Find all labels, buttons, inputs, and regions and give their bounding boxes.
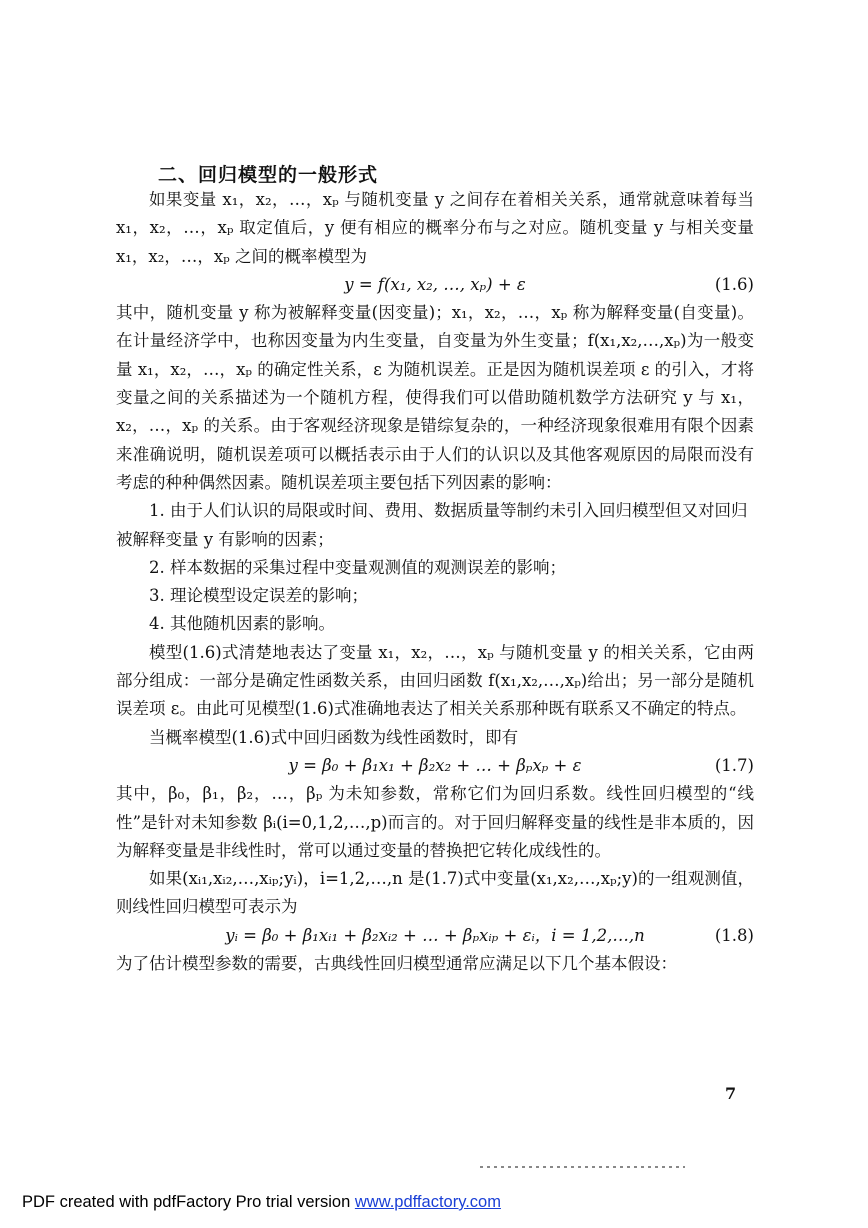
section-title: 二、回归模型的一般形式 bbox=[158, 164, 379, 186]
paragraph: 其中，β₀，β₁，β₂，…，βₚ 为未知参数，常称它们为回归系数。线性回归模型的“线性”是针对未知参数 βᵢ(i=0,1,2,…,p)而言的。对于回归解释变量的线性是非本质的，因为解释变量是非线性时，常可以通过变量的替换把它转化成线性的。 bbox=[116, 784, 754, 860]
document-body bbox=[116, 186, 754, 978]
paragraph: 为了估计模型参数的需要，古典线性回归模型通常应满足以下几个基本假设： bbox=[116, 954, 677, 974]
equation-number: (1.6) bbox=[714, 274, 754, 294]
equation-expression: y = β₀ + β₁x₁ + β₂x₂ + … + βₚxₚ + ε bbox=[288, 755, 582, 775]
equation-1-6 bbox=[116, 271, 754, 299]
footer-text: PDF created with pdfFactory Pro trial version bbox=[22, 1193, 355, 1211]
paragraph: 其中，随机变量 y 称为被解释变量(因变量)；x₁，x₂，…，xₚ 称为解释变量(自变量)。在计量经济学中，也称因变量为内生变量，自变量为外生变量；f(x₁,x₂,…,xₚ)为一般变量 x₁，x₂，…，xₚ 的确定性关系，ε 为随机误差。正是因为随机误差项 ε 的引入，才将变量之间的关系描述为一个随机方程，使得我们可以借助随机数学方法研究 y 与 x₁，x₂，…，xₚ 的关系。由于客观经济现象是错综复杂的，一种经济现象很难用有限个因素来准确说明，随机误差项可以概括表示由于人们的认识以及其他客观原因的局限而没有考虑的种种偶然因素。随机误差项主要包括下列因素的影响： bbox=[116, 303, 754, 492]
list-item: 1. 由于人们认识的局限或时间、费用、数据质量等制约未引入回归模型但又对回归被解释变量 y 有影响的因素； bbox=[116, 501, 748, 549]
paragraph: 模型(1.6)式清楚地表达了变量 x₁，x₂，…，xₚ 与随机变量 y 的相关关系，它由两部分组成：一部分是确定性函数关系，由回归函数 f(x₁,x₂,…,xₚ)给出；另一部分是随机误差项 ε。由此可见模型(1.6)式准确地表达了相关关系那种既有联系又不确定的特点。 bbox=[116, 642, 754, 719]
equation-number: (1.7) bbox=[714, 755, 754, 775]
paragraph: 当概率模型(1.6)式中回归函数为线性函数时，即有 bbox=[149, 727, 519, 747]
scan-artifact bbox=[480, 1166, 685, 1168]
equation-1-8 bbox=[116, 922, 754, 950]
paragraph: 如果变量 x₁，x₂，…，xₚ 与随机变量 y 之间存在着相关关系，通常就意味着每当 x₁，x₂，…，xₚ 取定值后，y 便有相应的概率分布与之对应。随机变量 y 与相关变量 x₁，x₂，…，xₚ 之间的概率模型为 bbox=[116, 190, 754, 266]
paragraph: 如果(xᵢ₁,xᵢ₂,…,xᵢₚ;yᵢ)，i=1,2,…,n 是(1.7)式中变量(x₁,x₂,…,xₚ;y)的一组观测值，则线性回归模型可表示为 bbox=[116, 869, 754, 917]
equation-1-7 bbox=[116, 752, 754, 780]
footer-link[interactable]: www.pdffactory.com bbox=[354, 1193, 501, 1211]
equation-number: (1.8) bbox=[714, 925, 754, 945]
list-item: 2. 样本数据的采集过程中变量观测值的观测误差的影响； bbox=[149, 557, 566, 577]
equation-expression: y = f(x₁, x₂, …, xₚ) + ε bbox=[344, 274, 526, 294]
page-number: 7 bbox=[725, 1084, 737, 1103]
list-item: 4. 其他随机因素的影响。 bbox=[149, 614, 335, 634]
equation-expression: yᵢ = β₀ + β₁xᵢ₁ + β₂xᵢ₂ + … + βₚxᵢₚ + εᵢ，i = 1,2,…,n bbox=[225, 925, 645, 945]
pdf-footer bbox=[22, 1193, 501, 1212]
list-item: 3. 理论模型设定误差的影响； bbox=[149, 586, 368, 606]
